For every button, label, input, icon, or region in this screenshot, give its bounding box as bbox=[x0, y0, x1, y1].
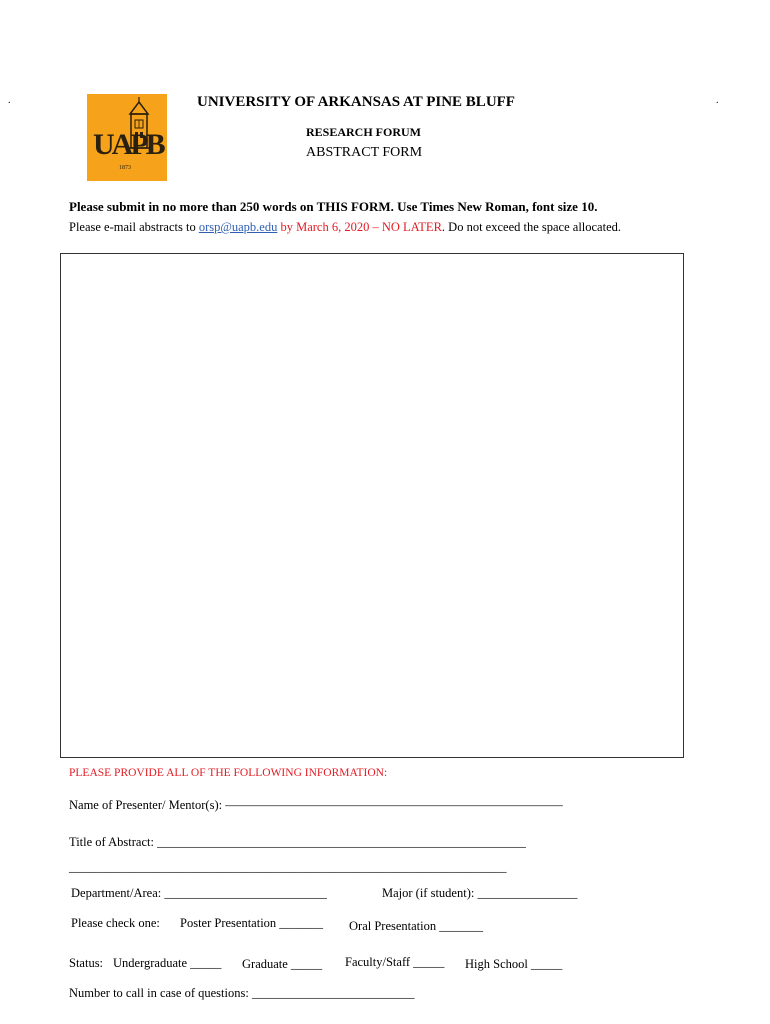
email-link[interactable]: orsp@uapb.edu bbox=[198, 220, 278, 234]
phone-field[interactable]: Number to call in case of questions: __________________________ bbox=[69, 986, 415, 1000]
abstract-title-continuation[interactable]: ______________________________________________________________________ bbox=[69, 860, 507, 874]
undergraduate-option[interactable]: Undergraduate _____ bbox=[113, 956, 222, 970]
poster-option[interactable]: Poster Presentation _______ bbox=[180, 916, 324, 930]
university-title: UNIVERSITY OF ARKANSAS AT PINE BLUFF bbox=[197, 94, 515, 110]
status-label: Status: bbox=[69, 956, 104, 970]
logo-letters: UAPB bbox=[93, 128, 163, 161]
left-mark: . bbox=[8, 95, 11, 106]
presenter-field[interactable]: Name of Presenter/ Mentor(s): –––––––––––––––––––––––––––––––––––––––––––––––––––––– bbox=[69, 798, 563, 812]
major-field[interactable]: Major (if student): ________________ bbox=[382, 886, 578, 900]
high-school-option[interactable]: High School _____ bbox=[465, 957, 563, 971]
form-name: ABSTRACT FORM bbox=[306, 145, 423, 160]
email-instruction bbox=[69, 219, 649, 236]
department-field[interactable]: Department/Area: __________________________ bbox=[71, 886, 327, 900]
space-warning: . Do not exceed the space allocated. bbox=[441, 220, 622, 234]
oral-option[interactable]: Oral Presentation _______ bbox=[349, 919, 484, 933]
abstract-title-field[interactable]: Title of Abstract: ___________________________________________________________ bbox=[69, 835, 526, 849]
check-one-label: Please check one: bbox=[71, 916, 160, 930]
email-prefix: Please e-mail abstracts to bbox=[69, 220, 199, 234]
right-mark: . bbox=[716, 95, 719, 106]
logo-year: 1873 bbox=[119, 165, 131, 171]
faculty-staff-option[interactable]: Faculty/Staff _____ bbox=[345, 955, 445, 969]
info-heading: PLEASE PROVIDE ALL OF THE FOLLOWING INFORMATION: bbox=[69, 767, 388, 779]
abstract-text-area[interactable] bbox=[60, 253, 684, 758]
word-limit-instruction: Please submit in no more than 250 words on THIS FORM. Use Times New Roman, font size 10. bbox=[69, 199, 598, 214]
deadline-text: by March 6, 2020 – NO LATER bbox=[277, 220, 442, 234]
graduate-option[interactable]: Graduate _____ bbox=[242, 957, 323, 971]
forum-subtitle: RESEARCH FORUM bbox=[306, 125, 422, 139]
uapb-logo bbox=[87, 94, 167, 181]
